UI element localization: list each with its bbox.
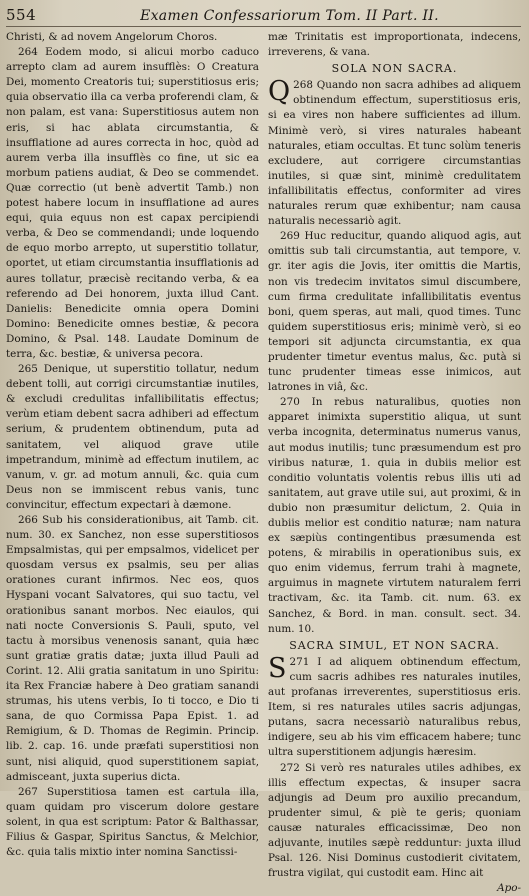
drop-cap: S [268, 652, 287, 684]
continuation-line: Christi, & ad novem Angelorum Choros. [6, 31, 218, 43]
text-columns [6, 30, 521, 895]
section-heading-sacra-simul: SACRA SIMUL, ET NON SACRA. [289, 638, 500, 652]
continuation-line: mæ Trinitatis est improportionata, indecens, irreverens, & vana. [268, 31, 521, 59]
paragraph-267: 267 Superstitiosa tamen est cartula illa, quam quidam pro viscerum dolore gestare solent, in qua est scriptum: Pator & Balthassar, Filius & Gaspar, Spiritus Sanctus, & Melchior, &c. quia talis mixtio inter nomina Sanctissi- [6, 785, 259, 859]
paragraph-268 [268, 78, 521, 229]
paragraph-270: 270 In rebus naturalibus, quoties non apparet inimixta superstitio aliqua, ut sunt verba incognita, determinatus numerus vanus, aut modus inutilis; tunc præsumendum est pro viribus naturæ, 1. quia in dubiis melior est conditio voluntatis volentis rebus illis uti ad sanitatem, aut grave utile sui, aut proximi, & in dubio non præsumitur delictum, 2. Quia in dubiis melior est conditio naturæ; nam natura ex sæpiùs contingentibus præsumenda est potens, & mirabilis in operationibus suis, ex quo enim videmus, ferrum trahi à magnete, arguimus in magnete virtutem naturalem ferri tractivam, &c. ita Tamb. cit. num. 63. ex Sanchez, & Bord. in man. consult. sect. 34. num. 10. [268, 396, 521, 635]
paragraph-266: 266 Sub his considerationibus, ait Tamb. cit. num. 30. ex Sanchez, non esse superstitiosos Empsalmistas, qui per empsalmos, videlicet per quosdam versus ex psalmis, seu per alias orationes curant infirmos. Nec eos, quos Hyspani vocant Salvatores, qui suo tactu, vel orationibus sanant morbos. Nec eiaulos, qui nati nocte Conversionis S. Pauli, sputo, vel tactu à morsibus venenosis sanant, quia hæc sunt gratiæ gratis datæ; juxta illud Pauli ad Corint. 12. Alii gratia sanitatum in uno Spiritu: ita Rex Franciæ habere à Deo gratiam sanandi strumas, his utens verbis, Io ti tocco, e Dio ti sana, de quo Cormissa Papa Epist. 1. ad Remigium, & D. Thomas de Regimin. Princip. lib. 2. cap. 16. unde præfati superstitiosi non sunt, nisi aliquid, quod superstitionem sapiat, admisceant, juxta superius dicta. [6, 514, 259, 783]
running-title: Examen Confessariorum Tom. II Part. II. [140, 8, 439, 24]
paragraph-271-text: 271 I ad aliquem obtinendum effectum, cum sacris adhibes res naturales inutiles, aut profanas irreverentes, superstitiosus eris. Item, si res naturales utiles sacris adjungas, putans, sacra necessariò naturalibus rebus, indigere, seu ab his vim efficacem habere; tunc ultra superstitionem adjungis hæresim. [268, 655, 521, 759]
paragraph-269: 269 Huc reducitur, quando aliquod agis, aut omittis sub tali circumstantia, aut tempore, v. gr. iter agis die Jovis, iter omittis die Martis, non vis tredecim invitatos simul discumbere, cum firma credulitate infallibilitatis eventus boni, quem speras, aut mali, quod times. Tunc quidem superstitiosus eris; minimè verò, si eo tempori sit adjuncta circumstantia, ex qua prudenter timetur eventus malus, &c. putà si tunc prudenter timeas esse inimicos, aut latrones in viâ, &c. [268, 230, 521, 394]
running-head [6, 6, 521, 27]
paragraph-271 [268, 652, 521, 761]
section-heading-sola-non-sacra: SOLA NON SACRA. [331, 62, 458, 76]
drop-cap: Q [268, 76, 291, 108]
page-number: 554 [6, 6, 37, 24]
paragraph-272: 272 Si verò res naturales utiles adhibes, ex illis effectum expectas, & insuper sacra adjungis ad Deum pro auxilio precandum, prudenter simul, & piè te geris; quoniam causæ naturales efficacissimæ, Deo non adjuvante, inutiles sæpè redduntur: juxta illud Psal. 126. Nisi Dominus custodierit civitatem, frustra vigilat, qui custodit eam. Hinc ait [268, 761, 521, 880]
paragraph-265: 265 Denique, ut superstitio tollatur, nedum debent tolli, aut corrigi circumstantiæ inutiles, & excludi credulitas infallibilitatis effectus; verùm etiam debent sacra adhiberi ad effectum serium, & prudentem obtinendum, puta ad sanitatem, vel aliquod grave utile impetrandum, minimè ad effectum inutilem, ac vanum, v. gr. ad motum annuli, &c. quia cum Deus non se immiscent rebus vanis, tunc convincitur, effectum expectari à dæmone. [6, 363, 259, 511]
left-column [6, 30, 259, 859]
paragraph-264: 264 Eodem modo, si alicui morbo caduco arrepto clam ad aurem insufflès: O Creatura Dei, momento Creatoris tui; superstitiosus eris; quia observatio illa ca verba proferendi clam, & non palam, est vana: Superstitiosus autem non eris, si hac ablata circumstantia, & insufflatione ad aures correcta in hoc, quòd ad aurem verba illa insufflès co fine, ut sic ea morbum patiens audiat, & Deo se commendet. Quæ correctio (ut benè advertit Tamb.) non potest habere locum in insufflatione ad aures equi, quia equus non est capax percipiendi verba, & Deo se commendandi; unde loquendo de equo morbo arrepto, ut superstitio tollatur, oportet, ut etiam circumstantia insufflationis ad aures tollatur, præcisè recitando verba, & ea referendo ad Dei honorem, juxta illud Cant. Danielis: Benedicite omnia opera Domini Domino: Benedicite omnes bestiæ, & pecora Domino, & Psal. 148. Laudate Dominum de terra, &c. bestiæ, & universa pecora. [6, 46, 259, 360]
catchword: Apo- [497, 882, 521, 895]
paragraph-268-text: 268 Quando non sacra adhibes ad aliquem obtinendum effectum, superstitiosus eris, si ea vires non habere sufficientes ad illum. Minimè verò, si vires naturales habeant naturales, etiam occultas. Et tunc solùm teneris excludere, aut corrigere circumstantias inutiles, si quæ sint, minimè credulitatem infallibilitatis effectus, conformiter ad vires naturales rerum quæ exhibentur; nam causa naturalis necessariò agit. [268, 79, 521, 228]
right-column [268, 30, 521, 895]
